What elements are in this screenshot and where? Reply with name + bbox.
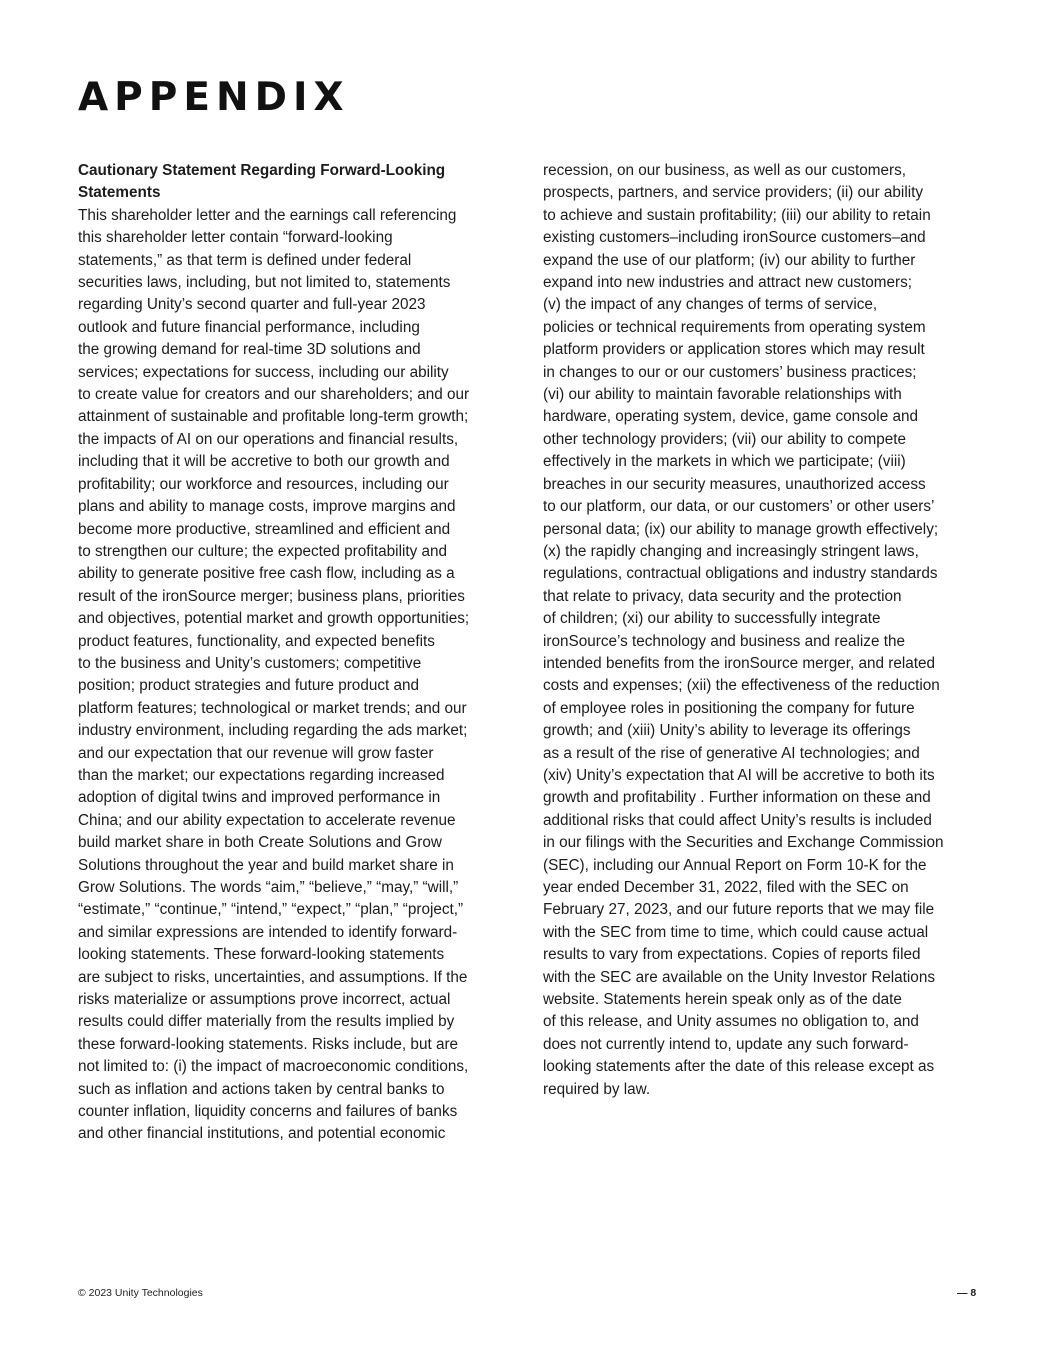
- body-line: (x) the rapidly changing and increasingly stringent laws,: [543, 542, 919, 560]
- body-line: Grow Solutions. The words “aim,” “believe,” “may,” “will,”: [78, 879, 459, 896]
- body-line: This shareholder letter and the earnings call referencing: [78, 206, 457, 224]
- body-line: that relate to privacy, data security and the protection: [543, 587, 902, 605]
- body-line: profitability; our workforce and resources, including our: [78, 475, 449, 493]
- body-line: costs and expenses; (xii) the effectiveness of the reduction: [543, 677, 940, 695]
- body-line: and our expectation that our revenue will grow faster: [78, 744, 434, 762]
- body-line: the growing demand for real-time 3D solutions and: [78, 341, 421, 359]
- body-line: become more productive, streamlined and efficient and: [78, 520, 451, 538]
- body-line: “estimate,” “continue,” “intend,” “expect,” “plan,” “project,”: [78, 901, 464, 919]
- body-line: personal data; (ix) our ability to manage growth effectively;: [543, 520, 939, 538]
- body-line: to the business and Unity’s customers; competitive: [78, 654, 422, 672]
- body-line: intended benefits from the ironSource merger, and related: [543, 654, 936, 672]
- left-column: [78, 160, 510, 1146]
- body-line: growth; and (xiii) Unity’s ability to leverage its offerings: [543, 722, 911, 740]
- body-line: to achieve and sustain profitability; (iii) our ability to retain: [543, 206, 931, 224]
- body-line: other technology providers; (vii) our ability to compete: [543, 430, 907, 448]
- body-line: counter inflation, liquidity concerns and failures of banks: [78, 1103, 458, 1121]
- body-line: year ended December 31, 2022, filed with the SEC on: [543, 879, 909, 896]
- right-column: [543, 160, 983, 1101]
- footer-page-number: — 8: [957, 1287, 977, 1299]
- body-line: China; and our ability expectation to accelerate revenue: [78, 811, 456, 829]
- body-line: regarding Unity’s second quarter and full-year 2023: [78, 296, 426, 314]
- body-line: (SEC), including our Annual Report on Form 10-K for the: [543, 856, 927, 874]
- body-line: position; product strategies and future product and: [78, 677, 419, 695]
- body-line: ability to generate positive free cash flow, including as a: [78, 565, 455, 583]
- body-line: results could differ materially from the results implied by: [78, 1013, 455, 1031]
- body-line: required by law.: [543, 1080, 651, 1098]
- body-line: to our platform, our data, or our customers’ or other users’: [543, 498, 935, 516]
- body-line: does not currently intend to, update any such forward-: [543, 1035, 909, 1053]
- body-line: product features, functionality, and expected benefits: [78, 632, 435, 650]
- body-line: as a result of the rise of generative AI technologies; and: [543, 744, 920, 762]
- left-column-body: [78, 205, 510, 1146]
- body-line: platform providers or application stores which may result: [543, 341, 925, 359]
- section-title-line: Statements: [78, 184, 161, 202]
- body-line: and other financial institutions, and potential economic: [78, 1125, 446, 1143]
- body-line: prospects, partners, and service providers; (ii) our ability: [543, 184, 924, 202]
- body-line: build market share in both Create Solutions and Grow: [78, 834, 442, 852]
- body-line: outlook and future financial performance, including: [78, 318, 420, 336]
- section-title-line: Cautionary Statement Regarding Forward-Looking: [78, 162, 446, 179]
- body-line: and similar expressions are intended to identify forward-: [78, 923, 458, 941]
- body-line: with the SEC are available on the Unity Investor Relations: [543, 968, 935, 986]
- body-line: recession, on our business, as well as our customers,: [543, 162, 907, 179]
- body-line: platform features; technological or market trends; and our: [78, 699, 467, 717]
- body-line: attainment of sustainable and profitable long-term growth;: [78, 408, 469, 426]
- body-line: these forward-looking statements. Risks include, but are: [78, 1035, 459, 1053]
- body-line: (vi) our ability to maintain favorable relationships with: [543, 386, 902, 404]
- body-line: ironSource’s technology and business and realize the: [543, 632, 905, 650]
- body-line: of children; (xi) our ability to successfully integrate: [543, 610, 881, 628]
- body-line: breaches in our security measures, unauthorized access: [543, 475, 926, 493]
- body-line: this shareholder letter contain “forward-looking: [78, 229, 393, 247]
- body-line: hardware, operating system, device, game console and: [543, 408, 918, 426]
- body-line: in changes to our or our customers’ business practices;: [543, 363, 917, 381]
- body-line: regulations, contractual obligations and industry standards: [543, 565, 938, 583]
- body-line: of this release, and Unity assumes no obligation to, and: [543, 1013, 919, 1031]
- body-line: and objectives, potential market and growth opportunities;: [78, 610, 470, 628]
- body-line: additional risks that could affect Unity’s results is included: [543, 811, 932, 829]
- body-line: to create value for creators and our shareholders; and our: [78, 386, 470, 404]
- body-line: (v) the impact of any changes of terms of service,: [543, 296, 878, 314]
- body-line: (xiv) Unity’s expectation that AI will be accretive to both its: [543, 766, 935, 784]
- body-line: the impacts of AI on our operations and financial results,: [78, 430, 459, 448]
- body-line: not limited to: (i) the impact of macroeconomic conditions,: [78, 1058, 469, 1076]
- body-line: plans and ability to manage costs, improve margins and: [78, 498, 456, 516]
- body-line: website. Statements herein speak only as of the date: [543, 991, 902, 1009]
- right-column-body: [543, 160, 983, 1101]
- body-line: with the SEC from time to time, which could cause actual: [543, 923, 929, 941]
- body-line: risks materialize or assumptions prove incorrect, actual: [78, 991, 451, 1009]
- body-line: securities laws, including, but not limited to, statements: [78, 274, 451, 292]
- body-line: expand into new industries and attract new customers;: [543, 274, 913, 292]
- section-title: [78, 160, 510, 205]
- page-title: APPENDIX: [78, 75, 350, 120]
- body-line: result of the ironSource merger; business plans, priorities: [78, 587, 465, 605]
- body-line: expand the use of our platform; (iv) our ability to further: [543, 251, 916, 269]
- body-line: in our filings with the Securities and Exchange Commission: [543, 834, 944, 852]
- body-line: of employee roles in positioning the company for future: [543, 699, 915, 717]
- body-line: statements,” as that term is defined under federal: [78, 251, 412, 269]
- body-line: services; expectations for success, including our ability: [78, 363, 449, 381]
- body-line: results to vary from expectations. Copies of reports filed: [543, 946, 921, 964]
- body-line: February 27, 2023, and our future reports that we may file: [543, 901, 935, 919]
- footer-copyright: © 2023 Unity Technologies: [78, 1287, 203, 1299]
- body-line: growth and profitability . Further information on these and: [543, 789, 931, 807]
- body-line: looking statements. These forward-looking statements: [78, 946, 445, 964]
- body-line: existing customers–including ironSource customers–and: [543, 229, 926, 247]
- body-line: effectively in the markets in which we participate; (viii): [543, 453, 906, 471]
- body-line: Solutions throughout the year and build market share in: [78, 856, 454, 874]
- body-line: industry environment, including regarding the ads market;: [78, 722, 468, 740]
- body-line: policies or technical requirements from operating system: [543, 318, 926, 336]
- body-line: such as inflation and actions taken by central banks to: [78, 1080, 445, 1098]
- body-line: including that it will be accretive to both our growth and: [78, 453, 450, 471]
- body-line: than the market; our expectations regarding increased: [78, 766, 445, 784]
- body-line: looking statements after the date of this release except as: [543, 1058, 935, 1076]
- body-line: are subject to risks, uncertainties, and assumptions. If the: [78, 968, 468, 986]
- body-line: to strengthen our culture; the expected profitability and: [78, 542, 448, 560]
- body-line: adoption of digital twins and improved performance in: [78, 789, 441, 807]
